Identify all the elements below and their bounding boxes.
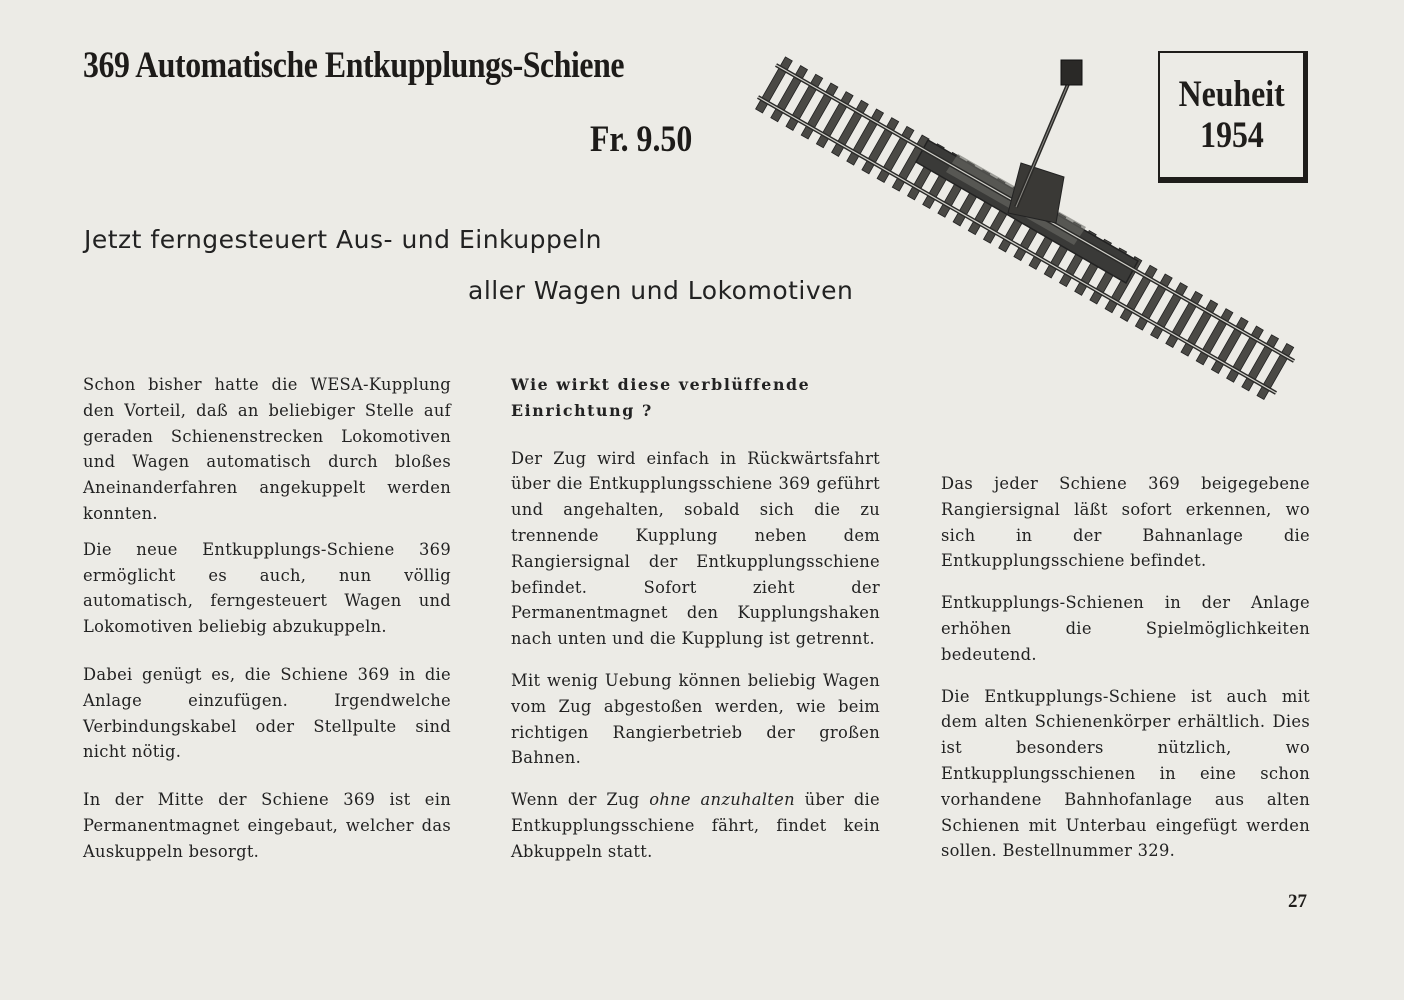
track-sleepers <box>756 57 1294 400</box>
badge-year: 1954 <box>1199 115 1264 156</box>
paragraph: Die neue Entkupplungs-Schiene 369 ermöglicht es auch, nun völlig automatisch, ferngesteuert Wagen und Lokomotiven beliebig abzukuppeln. <box>83 539 451 637</box>
paragraph-text: über die Entkupplungsschiene fährt, findet kein Abkuppeln statt. <box>511 790 880 861</box>
emphasis-text: ohne anzuhalten <box>649 790 795 810</box>
product-price: Fr. 9.50 <box>590 119 693 160</box>
paragraph: Das jeder Schiene 369 beigegebene Rangiersignal läßt sofort erkennen, wo sich in der Bahnanlage die Entkupplungsschiene befindet. <box>941 474 1310 571</box>
paragraph: Die Entkupplungs-Schiene ist auch mit dem alten Schienenkörper erhältlich. Dies ist besonders nützlich, wo Entkupplungsschienen in eine schon vorhandene Bahnhofanlage aus alten Schienen mit Unterbau eingefügt werden sollen. Bestellnummer 329. <box>941 686 1310 861</box>
paragraph: Mit wenig Uebung können beliebig Wagen vom Zug abgestoßen werden, wie beim richtigen Rangierbetrieb der großen Bahnen. <box>511 670 880 768</box>
section-heading: Wie wirkt diese verblüffende Einrichtung ? <box>511 375 811 420</box>
text-column-3 <box>941 471 1310 864</box>
product-title: 369 Automatische Entkupplungs-Schiene <box>83 45 625 86</box>
paragraph: Schon bisher hatte die WESA-Kupplung den Vorteil, daß an beliebiger Stelle auf geraden Schienenstrecken Lokomotiven und Wagen automatisch durch bloßes Aneinanderfahren angekuppelt werden konnten. <box>83 375 451 523</box>
signal-head <box>1061 60 1082 85</box>
paragraph: Dabei genügt es, die Schiene 369 in die Anlage einzufügen. Irgendwelche Verbindungskabel oder Stellpulte sind nicht nötig. <box>83 664 451 762</box>
page-number: 27 <box>1288 891 1307 912</box>
signal-base <box>1008 163 1064 223</box>
paragraph: In der Mitte der Schiene 369 ist ein Permanentmagnet eingebaut, welcher das Auskuppeln besorgt. <box>83 790 451 861</box>
text-column-2 <box>511 372 880 865</box>
badge-label: Neuheit <box>1178 73 1285 115</box>
paragraph-text: Wenn der Zug <box>511 790 650 810</box>
paragraph <box>511 787 880 864</box>
paragraph: Entkupplungs-Schienen in der Anlage erhöhen die Spielmöglichkeiten bedeutend. <box>941 593 1310 664</box>
subtitle-line-2: aller Wagen und Lokomotiven <box>468 276 854 305</box>
subtitle-line-1: Jetzt ferngesteuert Aus- und Einkuppeln <box>84 225 602 254</box>
text-column-1 <box>83 372 451 865</box>
paragraph: Der Zug wird einfach in Rückwärtsfahrt über die Entkupplungsschiene 369 geführt und angehalten, sobald sich die zu trennende Kupplung neben dem Rangiersignal der Entkupplungsschiene befindet. Sofort zieht der Permanentmagnet den Kupplungshaken nach unten und die Kupplung ist getrennt. <box>511 448 880 649</box>
